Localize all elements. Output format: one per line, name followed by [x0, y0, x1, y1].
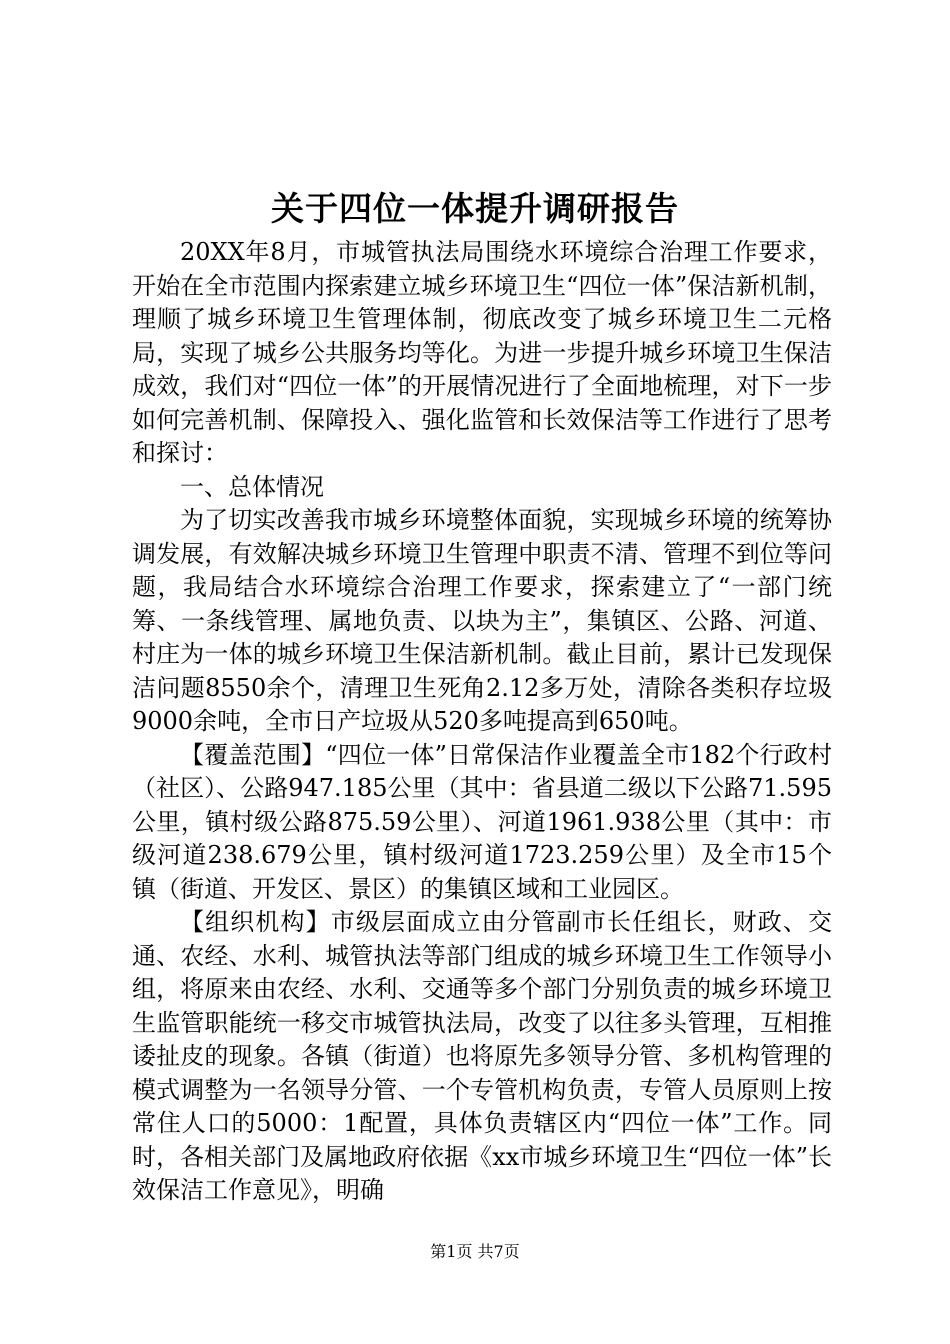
organization-paragraph: 【组织机构】市级层面成立由分管副市长任组长，财政、交通、农经、水利、城管执法等部门组成的城乡环境卫生工作领导小组，将原来由农经、水利、交通等多个部门分别负责的城乡环境卫生监管职能统一移交市城管执法局，改变了以往多头管理，互相推诿扯皮的现象。各镇（街道）也将原先多领导分管、多机构管理的模式调整为一名领导分管、一个专管机构负责，专管人员原则上按常住人口的5000：1配置，具体负责辖区内“四位一体”工作。同时，各相关部门及属地政府依据《xx市城乡环境卫生“四位一体”长效保洁工作意见》，明确: [132, 908, 832, 1204]
document-body: [132, 236, 832, 1208]
intro-paragraph: 20XX年8月，市城管执法局围绕水环境综合治理工作要求，开始在全市范围内探索建立城乡环境卫生“四位一体”保洁新机制，理顺了城乡环境卫生管理体制，彻底改变了城乡环境卫生二元格局，实现了城乡公共服务均等化。为进一步提升城乡环境卫生保洁成效，我们对“四位一体”的开展情况进行了全面地梳理，对下一步如何完善机制、保障投入、强化监管和长效保洁等工作进行了思考和探讨：: [132, 238, 832, 467]
document-title: 关于四位一体提升调研报告: [271, 189, 679, 228]
section-heading-overview: 一、总体情况: [180, 472, 324, 501]
overview-paragraph: 为了切实改善我市城乡环境整体面貌，实现城乡环境的统筹协调发展，有效解决城乡环境卫生管理中职责不清、管理不到位等问题，我局结合水环境综合治理工作要求，探索建立了“一部门统筹、一条线管理、属地负责、以块为主”，集镇区、公路、河道、村庄为一体的城乡环境卫生保洁新机制。截止目前，累计已发现保洁问题8550余个，清理卫生死角2.12多万处，清除各类积存垃圾9000余吨，全市日产垃圾从520多吨提高到650吨。: [132, 506, 832, 735]
page-footer: 第1页 共7页: [430, 1242, 520, 1261]
coverage-paragraph: 【覆盖范围】“四位一体”日常保洁作业覆盖全市182个行政村（社区）、公路947.185公里（其中：省县道二级以下公路71.595公里，镇村级公路875.59公里）、河道1961.938公里（其中：市级河道238.679公里，镇村级河道1723.259公里）及全市15个镇（街道、开发区、景区）的集镇区域和工业园区。: [132, 740, 832, 903]
